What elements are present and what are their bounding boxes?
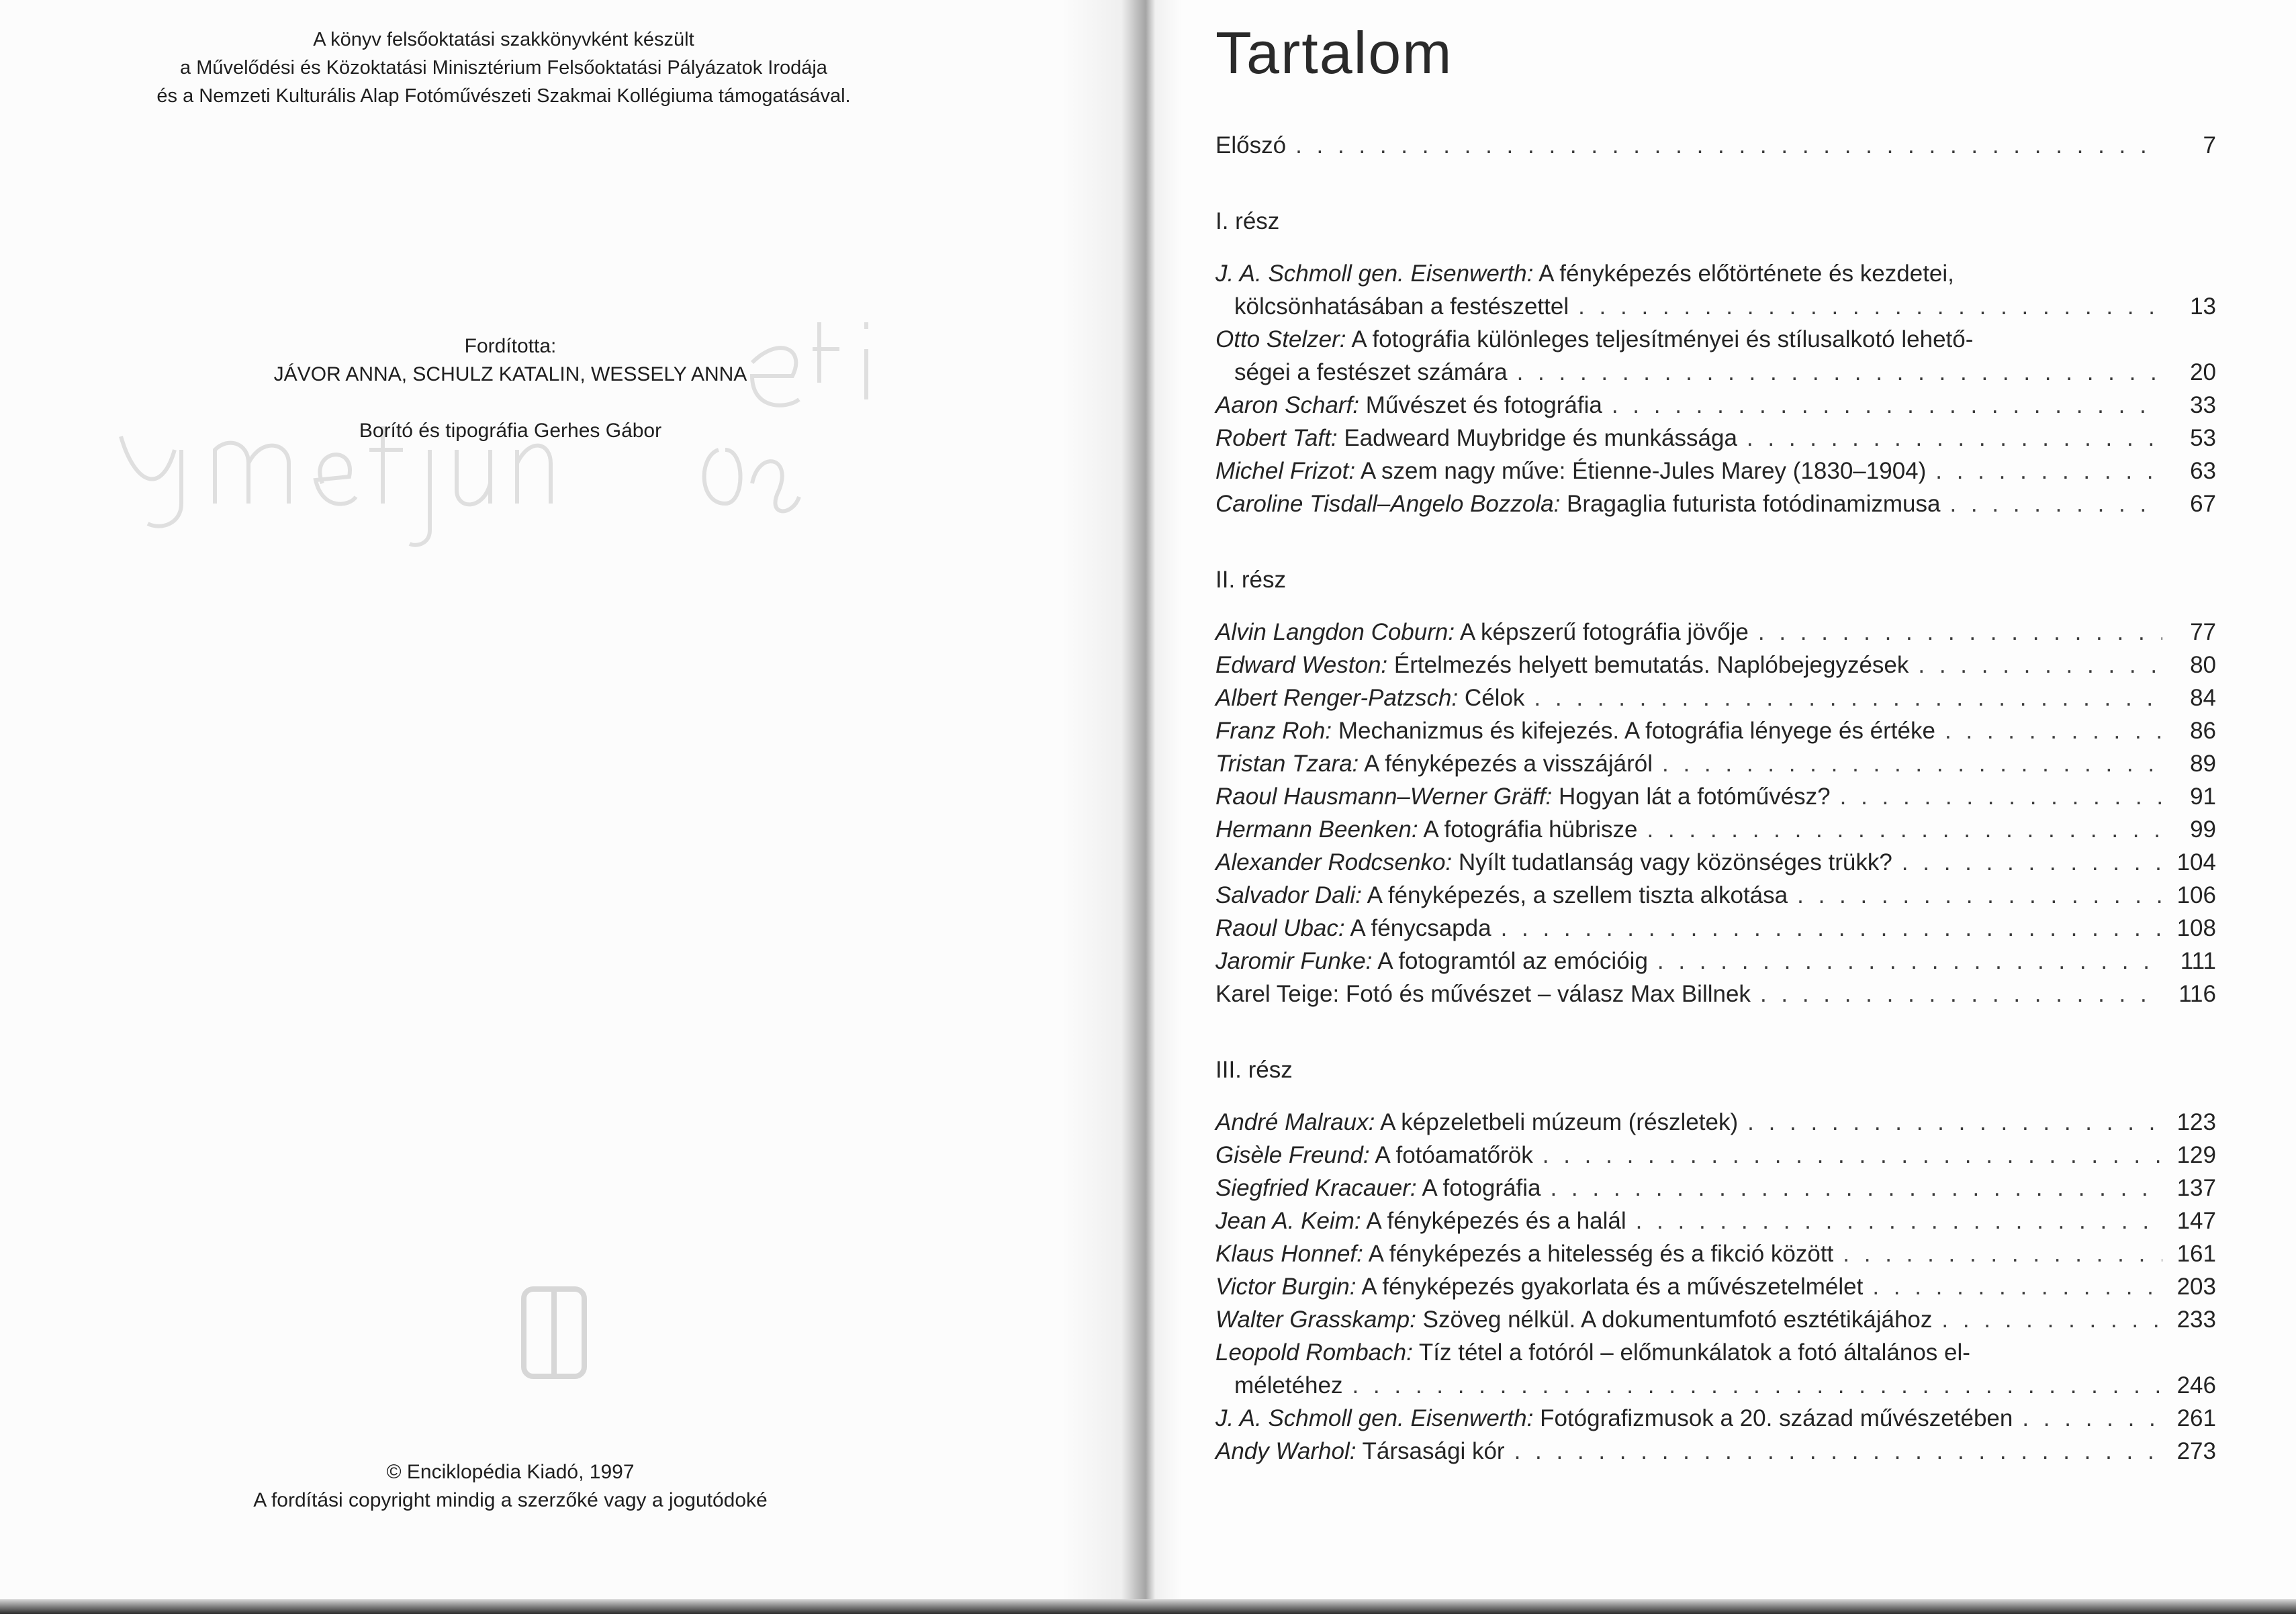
- leader-dots: [1517, 356, 2162, 389]
- toc-entry-title: Karel Teige: Fotó és művészet – válasz Max Billnek: [1215, 981, 1751, 1007]
- toc-entry-title: A fényképezés gyakorlata és a művészetelmélet: [1356, 1274, 1864, 1300]
- toc-entry: [1215, 1270, 2216, 1303]
- toc-entry-title: A képszerű fotográfia jövője: [1455, 619, 1749, 645]
- toc-entry: [1215, 1139, 2216, 1172]
- toc-entry: [1215, 846, 2216, 879]
- toc-author: Otto Stelzer:: [1215, 326, 1346, 352]
- toc-page-number: 123: [2176, 1109, 2216, 1135]
- right-page: [1147, 0, 2296, 1614]
- cover-credit: Borító és tipográfia Gerhes Gábor: [359, 420, 662, 442]
- toc-entry: [1215, 912, 2216, 945]
- toc-entry-title: Művészet és fotográfia: [1359, 392, 1602, 418]
- toc-entry-title: A fényképezés a hitelesség és a fikció között: [1363, 1241, 1834, 1267]
- leader-dots: [1647, 813, 2162, 846]
- leader-dots: [1543, 1139, 2162, 1172]
- toc-author: Walter Grasskamp:: [1215, 1307, 1416, 1333]
- toc-page-number: 33: [2190, 392, 2216, 418]
- leader-dots: [1935, 455, 2162, 487]
- toc-author: Raoul Ubac:: [1215, 915, 1345, 941]
- toc-entry-title-continued: ségei a festészet számára: [1234, 359, 1508, 385]
- toc-part-3: [1215, 1053, 2216, 1468]
- page-title: Tartalom: [1215, 19, 1453, 86]
- toc-page-number: 99: [2190, 816, 2216, 843]
- toc-entry-title-continued: kölcsönhatásában a festészettel: [1234, 293, 1569, 320]
- toc-entry: [1215, 1172, 2216, 1204]
- toc-entry: [1215, 681, 2216, 714]
- part-heading: III. rész: [1215, 1057, 1293, 1083]
- leader-dots: [1612, 389, 2162, 422]
- table-of-contents: [1215, 129, 2216, 1511]
- toc-page-number: 63: [2190, 458, 2216, 484]
- leader-dots: [1902, 846, 2162, 879]
- toc-entry: [1215, 1204, 2216, 1237]
- toc-entry-title: A fotóamatőrök: [1369, 1142, 1533, 1168]
- copyright-block: [208, 1458, 813, 1515]
- leader-dots: [1636, 1204, 2162, 1237]
- toc-author: Jaromir Funke:: [1215, 948, 1373, 974]
- left-page: [0, 0, 1147, 1614]
- scan-bottom-edge: [0, 1599, 2296, 1614]
- toc-author: Salvador Dali:: [1215, 882, 1362, 908]
- toc-page-number: 20: [2190, 359, 2216, 385]
- toc-page-number: 106: [2176, 882, 2216, 908]
- toc-part-1: [1215, 205, 2216, 520]
- publisher-emblem-show-through: [517, 1276, 591, 1390]
- toc-entry-title: A fotográfia hübrisze: [1418, 816, 1638, 843]
- toc-page-number: 233: [2176, 1307, 2216, 1333]
- toc-author: Franz Roh:: [1215, 718, 1332, 744]
- toc-author: André Malraux:: [1215, 1109, 1375, 1135]
- toc-entry: [1215, 1237, 2216, 1270]
- part-heading: I. rész: [1215, 208, 1280, 234]
- toc-author: Robert Taft:: [1215, 425, 1338, 451]
- toc-page-number: 273: [2176, 1438, 2216, 1464]
- book-gutter: [1061, 0, 1182, 1614]
- toc-entry-title: Társasági kór: [1356, 1438, 1505, 1464]
- toc-entry-title: A fényképezés előtörténete és kezdetei,: [1533, 260, 1954, 287]
- toc-page-number: 77: [2190, 619, 2216, 645]
- leader-dots: [1941, 1303, 2162, 1336]
- leader-dots: [2022, 1402, 2162, 1435]
- toc-entry-title: Nyílt tudatlanság vagy közönséges trükk?: [1452, 849, 1892, 875]
- toc-entry-title: Hogyan lát a fotóművész?: [1552, 784, 1831, 810]
- leader-dots: [1949, 487, 2162, 520]
- leader-dots: [1758, 616, 2162, 649]
- toc-part-2: [1215, 563, 2216, 1010]
- toc-author: Gisèle Freund:: [1215, 1142, 1370, 1168]
- leader-dots: [1918, 649, 2162, 681]
- toc-author: Aaron Scharf:: [1215, 392, 1359, 418]
- translated-by-label: Fordította:: [464, 335, 557, 357]
- toc-page-number: 161: [2176, 1241, 2216, 1267]
- toc-author: Albert Renger-Patzsch:: [1215, 685, 1459, 711]
- leader-dots: [1760, 978, 2162, 1010]
- copyright-line: A fordítási copyright mindig a szerzőké vagy a jogutódoké: [253, 1489, 768, 1511]
- toc-author: Tristan Tzara:: [1215, 751, 1359, 777]
- leader-dots: [1352, 1369, 2162, 1402]
- toc-page-number: 84: [2190, 685, 2216, 711]
- toc-entry: [1215, 813, 2216, 846]
- toc-entry-title: Eadweard Muybridge és munkássága: [1337, 425, 1737, 451]
- toc-author: Alvin Langdon Coburn:: [1215, 619, 1455, 645]
- leader-dots: [1840, 780, 2162, 813]
- toc-author: J. A. Schmoll gen. Eisenwerth:: [1215, 260, 1534, 287]
- toc-entry: [1215, 616, 2216, 649]
- leader-dots: [1657, 945, 2162, 978]
- toc-page-number: 53: [2190, 425, 2216, 451]
- toc-page-number: 89: [2190, 751, 2216, 777]
- toc-entry: [1215, 978, 2216, 1010]
- toc-page-number: 67: [2190, 491, 2216, 517]
- toc-page-number: 91: [2190, 784, 2216, 810]
- support-line: A könyv felsőoktatási szakkönyvként készült: [313, 29, 694, 50]
- toc-entry-title: Értelmezés helyett bemutatás. Naplóbejegyzések: [1387, 652, 1909, 678]
- leader-dots: [1514, 1435, 2162, 1468]
- toc-entry: [1215, 649, 2216, 681]
- toc-entry-title: A fotográfia különleges teljesítményei és stílusalkotó lehető-: [1346, 326, 1974, 352]
- toc-entry-title: A fényképezés a visszájáról: [1359, 751, 1653, 777]
- translators: JÁVOR ANNA, SCHULZ KATALIN, WESSELY ANNA: [273, 363, 747, 385]
- toc-entry-title: Bragaglia futurista fotódinamizmusa: [1560, 491, 1941, 517]
- toc-entry: [1215, 1435, 2216, 1468]
- support-statement: [154, 26, 853, 110]
- toc-entry-title: A fotogramtól az emócióig: [1372, 948, 1648, 974]
- toc-entry: [1215, 780, 2216, 813]
- toc-page-number: 13: [2190, 293, 2216, 320]
- leader-dots: [1662, 747, 2162, 780]
- leader-dots: [1747, 422, 2162, 455]
- toc-page-number: 80: [2190, 652, 2216, 678]
- leader-dots: [1578, 290, 2162, 323]
- toc-entry-title: A képzeletbeli múzeum (részletek): [1375, 1109, 1739, 1135]
- toc-entry-title: A fényképezés és a halál: [1361, 1208, 1626, 1234]
- toc-page-number: 246: [2176, 1372, 2216, 1398]
- toc-page-number: 116: [2178, 981, 2216, 1007]
- leader-dots: [1747, 1106, 2162, 1139]
- toc-author: J. A. Schmoll gen. Eisenwerth:: [1215, 1405, 1534, 1431]
- toc-entry-preface: [1215, 129, 2216, 162]
- toc-entry: [1215, 714, 2216, 747]
- copyright-line: © Enciklopédia Kiadó, 1997: [386, 1461, 635, 1483]
- toc-author: Raoul Hausmann–Werner Gräff:: [1215, 784, 1553, 810]
- support-line: a Művelődési és Közoktatási Minisztérium Felsőoktatási Pályázatok Irodája: [180, 57, 827, 79]
- toc-entry-title: Tíz tétel a fotóról – előmunkálatok a fotó általános el-: [1412, 1339, 1970, 1366]
- toc-author: Andy Warhol:: [1215, 1438, 1357, 1464]
- leader-dots: [1945, 714, 2162, 747]
- leader-dots: [1534, 681, 2162, 714]
- toc-entry: [1215, 1303, 2216, 1336]
- toc-page-number: 261: [2176, 1405, 2216, 1431]
- toc-page-number: 111: [2180, 948, 2216, 974]
- toc-page-number: 147: [2176, 1208, 2216, 1234]
- leader-dots: [1797, 879, 2162, 912]
- toc-entry: [1215, 1106, 2216, 1139]
- toc-entry: [1215, 945, 2216, 978]
- toc-entry-title-continued: méletéhez: [1234, 1372, 1343, 1398]
- toc-author: Victor Burgin:: [1215, 1274, 1357, 1300]
- toc-entry-title: Szöveg nélkül. A dokumentumfotó esztétikájához: [1416, 1307, 1933, 1333]
- toc-entry: [1215, 879, 2216, 912]
- credits-block: [222, 332, 799, 445]
- toc-author: Alexander Rodcsenko:: [1215, 849, 1453, 875]
- part-heading: II. rész: [1215, 567, 1287, 593]
- toc-entry: [1215, 389, 2216, 422]
- toc-author: Edward Weston:: [1215, 652, 1388, 678]
- toc-entry: [1215, 257, 2216, 323]
- toc-entry-title: A fénycsapda: [1344, 915, 1491, 941]
- toc-entry: [1215, 455, 2216, 487]
- toc-entry: [1215, 487, 2216, 520]
- toc-page-number: 104: [2176, 849, 2216, 875]
- toc-author: Siegfried Kracauer:: [1215, 1175, 1417, 1201]
- toc-page-number: 86: [2190, 718, 2216, 744]
- toc-entry-title: A fotográfia: [1416, 1175, 1541, 1201]
- toc-page-number: 129: [2176, 1142, 2216, 1168]
- leader-dots: [1550, 1172, 2162, 1204]
- toc-entry: [1215, 422, 2216, 455]
- toc-page-number: 203: [2176, 1274, 2216, 1300]
- toc-page-number: 137: [2176, 1175, 2216, 1201]
- toc-entry-title: Célok: [1458, 685, 1525, 711]
- support-line: és a Nemzeti Kulturális Alap Fotóművészeti Szakmai Kollégiuma támogatásával.: [156, 85, 851, 107]
- leader-dots: [1872, 1270, 2162, 1303]
- toc-author: Leopold Rombach:: [1215, 1339, 1413, 1366]
- leader-dots: [1501, 912, 2162, 945]
- toc-author: Jean A. Keim:: [1215, 1208, 1361, 1234]
- toc-entry-title: Fotógrafizmusok a 20. század művészetében: [1533, 1405, 2013, 1431]
- leader-dots: [1843, 1237, 2162, 1270]
- toc-entry: [1215, 747, 2216, 780]
- toc-page-number: 108: [2176, 915, 2216, 941]
- toc-author: Caroline Tisdall–Angelo Bozzola:: [1215, 491, 1561, 517]
- toc-entry-title: Előszó: [1215, 132, 1287, 158]
- toc-entry-title: Mechanizmus és kifejezés. A fotográfia lényege és értéke: [1332, 718, 1935, 744]
- toc-entry-title: A szem nagy műve: Étienne-Jules Marey (1830–1904): [1355, 458, 1927, 484]
- toc-entry: [1215, 1336, 2216, 1402]
- toc-entry-title: A fényképezés, a szellem tiszta alkotása: [1361, 882, 1788, 908]
- toc-page-number: 7: [2203, 132, 2216, 158]
- toc-author: Michel Frizot:: [1215, 458, 1356, 484]
- leader-dots: [1295, 129, 2162, 162]
- toc-author: Klaus Honnef:: [1215, 1241, 1363, 1267]
- toc-author: Hermann Beenken:: [1215, 816, 1418, 843]
- toc-entry: [1215, 323, 2216, 389]
- toc-entry: [1215, 1402, 2216, 1435]
